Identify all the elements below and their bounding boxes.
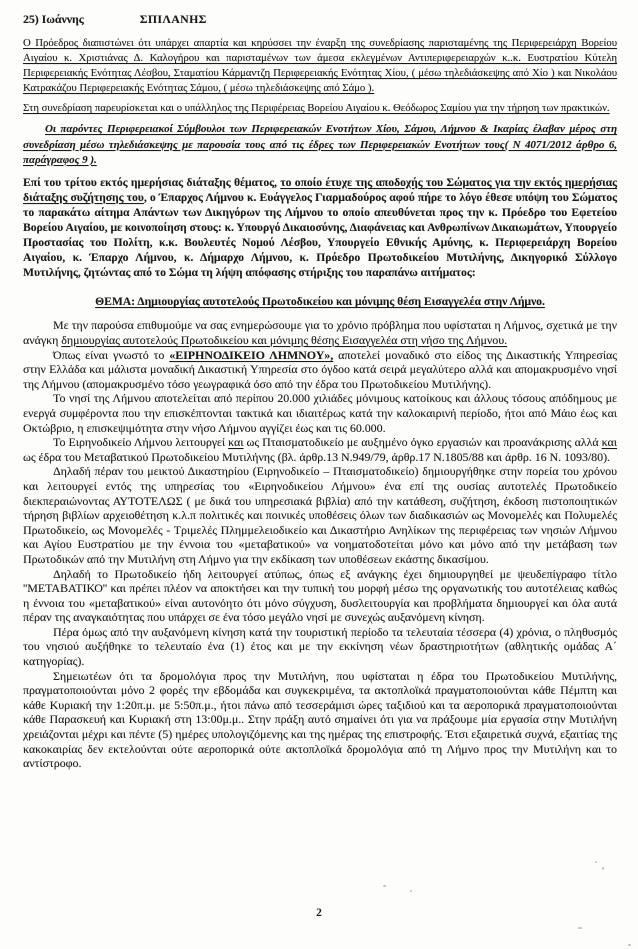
scan-speck <box>383 885 386 887</box>
page-content <box>23 12 617 771</box>
scan-speck <box>595 861 597 863</box>
body4-run-kai-2: και <box>601 435 617 450</box>
body1-run-underlined: δημιουργίας αυτοτελούς Πρωτοδικείου και μόνιμης θέσης Εισαγγελέα στη νήσο της Λήμνου. <box>61 333 508 347</box>
case-header-surname: ΣΠΙΛΑΝΗΣ <box>139 12 207 26</box>
agenda-run-body: , ο Έπαρχος Λήμνου κ. Ευάγγελος Γιαρμαδούρος αφού πήρε το λόγο έθεσε υπόψη του Σώματος το παρακάτω αίτημα Απάντων των Δικηγόρων της Λήμνου το οποίο απευθύνεται προς την κ. Πρόεδρο του Εφετείου Βορείου Αιγαίου, με κοινοποίηση στους: κ. Υπουργό Δικαιοσύνης, Διαφάνειας και Ανθρωπίνων Δικαιωμάτων, Υπουργείο Προστασίας του Πολίτη, κ.κ. Βουλευτές Νομού Λέσβου, Υπουργείο Εθνικής Αμύνης, κ. Περιφερειάρχη Βορείου Αιγαίου, κ. Έπαρχο Λήμνου, κ. Δήμαρχο Λήμνου, κ. Πρόεδρο Πρωτοδικείου Μυτιλήνης, Δικηγορικό Σύλλογο Μυτιλήνης, ζητώντας από το Σώμα τη λήψη απόφασης στήριξης του παραπάνω αιτήματος: <box>23 190 617 280</box>
scan-speck <box>578 927 582 929</box>
paragraph-body-4 <box>23 435 617 464</box>
paragraph-body-5: Δηλαδή πέραν του μεικτού Δικαστηρίου (Ειρηνοδικείο – Πταισματοδικείο) δημιουργήθηκε στην πορεία του χρόνου και λειτουργεί εντός της υπηρεσίας του «Ειρηνοδικείου Λήμνου» ένα επί της ουσίας αυτοτελές Πρωτοδικείο διεκπεραιώνοντας ΑΥΤΟΤΕΛΩΣ ( με δικά του υπηρεσιακά βιβλία) από την κατάθεση, συζήτηση, έκδοση πιστοποιητικών τήρηση βιβλίων αρχειοθέτηση κ.λ.π πολιτικές και ποινικές υποθέσεις όλων των διαδικασιών ως Μονομελές και Πολυμελές Πρωτοδικείο, ως Μονομελές - Τριμελές Πλημμελειοδικείο και Δικαστήριο Ανηλίκων της περιφέρειας των νησιών Λήμνου και Αγίου Ευστρατίου με την έννοια του «μεταβατικού» να νοηματοδοτείται μόνο και μόνο από την μετάβαση των Πρωτοδικών από την Μυτιλήνη στη Λήμνο για την εκδίκαση των υποθέσεων εκάστης δικασίμου. <box>23 464 617 566</box>
paragraph-agenda-item <box>23 175 617 281</box>
paragraph-body-2 <box>23 348 617 392</box>
paragraph-body-6: Δηλαδή το Πρωτοδικείο ήδη λειτουργεί ατύπως, όπως εξ ανάγκης έχει δημιουργηθεί με ψευδεπίγραφο τίτλο ''ΜΕΤΑΒΑΤΙΚΟ'' και πρέπει πλέον να αποκτήσει και την τυπική του μορφή μέσω της οργανωτικής του αυτοτέλειας καθώς η έννοια του «μεταβατικού» είναι αυτονόητο ότι μόνο σύγχυση, δυσλειτουργία και προβλήματα δημιουργεί και όλα αυτά πέραν της αναγκαιότητας που υπάρχει σε ένα τόσο μεγάλο νησί με συνεχώς αυξανόμενη κίνηση. <box>23 566 617 625</box>
agenda-run-underlined: το οποίο έτυχε της αποδοχής του Σώματος για την εκτός ημερήσιας διάταξης συζήτησης του <box>23 175 617 204</box>
body2-run-court-name: «ΕΙΡΗΝΟΔΙΚΕΙΟ ΛΗΜΝΟΥ», <box>169 347 334 362</box>
paragraph-opening-quorum: Ο Πρόεδρος διαπιστώνει ότι υπάρχει απαρτία και κηρύσσει την έναρξη της συνεδρίασης παρισταμένης της Περιφερειάρχη Βορείου Αιγαίου κ. Χριστιάνας Δ. Καλογήρου και παρισταμένων των άμεσα εκλεγμένων Αντιπεριφερειαρχών κ..κ. Ευστρατίου Κύτελη Περιφερειακής Ενότητας Λέσβου, Σταματίου Κάρμαντζη Περιφερειακής Ενότητας Χίου, ( μέσω τηλεδιάσκεψης από Χίο ) και Νικολάου Κατρακάζου Περιφερειακής Ενότητας Σάμου, ( μέσω τηλεδιάσκεψης από Σάμο ). <box>23 37 617 95</box>
paragraph-minutes-clerk: Στη συνεδρίαση παρευρίσκεται και ο υπάλληλος της Περιφέρειας Βορείου Αιγαίου κ. Θεόδωρος Σαμίου για την τήρηση των πρακτικών. <box>23 102 610 115</box>
body4-run-2: ως Πταισματοδικείο με αυξημένο όγκο εργασιών και προανάκρισης αλλά <box>243 435 602 450</box>
scan-speck <box>628 944 631 946</box>
case-header-number: 25) Ιωάννης <box>23 12 84 26</box>
body4-run-kai-1: και <box>228 435 244 450</box>
body4-run-1: Το Ειρηνοδικείο Λήμνου λειτουργεί <box>53 435 229 450</box>
case-header <box>23 12 617 27</box>
body1-run-intro: Με την παρούσα επιθυμούμε να σας ενημερώσουμε για το χρόνιο πρόβλημα που υφίσταται η Λήμνος, σχετικά με την ανάγκη <box>23 318 617 347</box>
paragraph-regional-councilors: Οι παρόντες Περιφερειακοί Σύμβουλοι των Περιφερειακών Ενοτήτων Χίου, Σάμου, Λήμνου & Ικαρίας έλαβαν μέρος στη συνεδρίαση μέσω τηλεδιάσκεψης με παρουσία τους από τις έδρες των Περιφερειακών Ενοτήτων τους( Ν 4071/2012 άρθρο 6, παράγραφος 9 ). <box>23 123 617 166</box>
paragraph-body-7: Πέρα όμως από την αυξανόμενη κίνηση κατά την τουριστική περίοδο τα τελευταία τέσσερα (4) χρόνια, ο πληθυσμός του νησιού αυξήθηκε το τελευταίο ένα (1) έτος και με την εκκίνηση νέων δραστηριοτήτων (αθλητικής ομάδας Α΄ κατηγορίας). <box>23 624 617 669</box>
body2-run-intro: Όπως είναι γνωστό το <box>53 347 170 362</box>
scan-speck <box>410 890 412 892</box>
body4-run-3: ως έδρα του Μεταβατικού Πρωτοδικείου Μυτιλήνης (βλ. άρθρ.13 Ν.949/79, άρθρ.17 Ν.1805/88 και άρθρ. 16 Ν. 1093/80). <box>23 449 610 464</box>
paragraph-body-8: Σημειωτέων ότι τα δρομολόγια προς την Μυτιλήνη, που υφίσταται η έδρα του Πρωτοδικείου Μυτιλήνης, πραγματοποιούνται μόνο 2 φορές την εβδομάδα και συγκεκριμένα, τα ακτοπλοϊκά πραγματοποιούνται κάθε Πέμπτη και κάθε Κυριακή την 1:20π.μ. με 5:50π.μ., ήτοι πάνω από τεσσεράμισι ώρες ταξιδιού και τα αεροπορικά πραγματοποιούνται κάθε Παρασκευή και Κυριακή στη 13:00μ.μ.. Στην πράξη αυτό σημαίνει ότι για να πράξουμε μία εργασία στην Μυτιλήνη χρειάζονται μέχρι και πέντε (5) ημέρες υπολογιζόμενης και της ημέρας της επιστροφής. Έτσι εξαιρετικά συχνά, εξαιτίας της κακοκαιρίας δεν εκτελούνται ούτε αεροπορικά ούτε ακτοπλοϊκά δρομολόγια από τη Λήμνο προς την Μυτιλήνη και το αντίστροφο. <box>23 668 617 771</box>
paragraph-body-3: Το νησί της Λήμνου αποτελείται από περίπου 20.000 χιλιάδες μόνιμους κατοίκους και άλλους τόσους απόδημους με ενεργά συμφέροντα που την επισκέπτονται τακτικά και ιδιαιτέρως κατά την καλοκαιρινή περίοδο, ήτοι από Μάιο έως και Οκτώβριο, η επισκεψιμότητα στην νήσο Λήμνου αγγίζει έως και τις 60.000. <box>23 391 617 435</box>
paragraph-body-1 <box>23 318 617 347</box>
agenda-run-intro: Επί του τρίτου εκτός ημερήσιας διάταξης θέματος, <box>23 175 281 189</box>
subject-line: ΘΕΜΑ: Δημιουργίας αυτοτελούς Πρωτοδικείου και μόνιμης θέση Εισαγγελέα στην Λήμνο. <box>95 295 545 309</box>
page-number: 2 <box>316 907 322 919</box>
body2-run-rest: αποτελεί μοναδικό στο είδος της Δικαστικής Υπηρεσίας στην Ελλάδα και μάλιστα μοναδική Δικαστική Υπηρεσία στο όγδοο κατά σειρά μεγαλύτερο αλλά και απομακρυσμένο νησί της Λήμνου (απομακρυσμένο τόσο γεωγραφικά όσο από την έδρα του Πρωτοδικείου Μυτιλήνης). <box>23 347 617 391</box>
scan-speck <box>602 867 604 870</box>
